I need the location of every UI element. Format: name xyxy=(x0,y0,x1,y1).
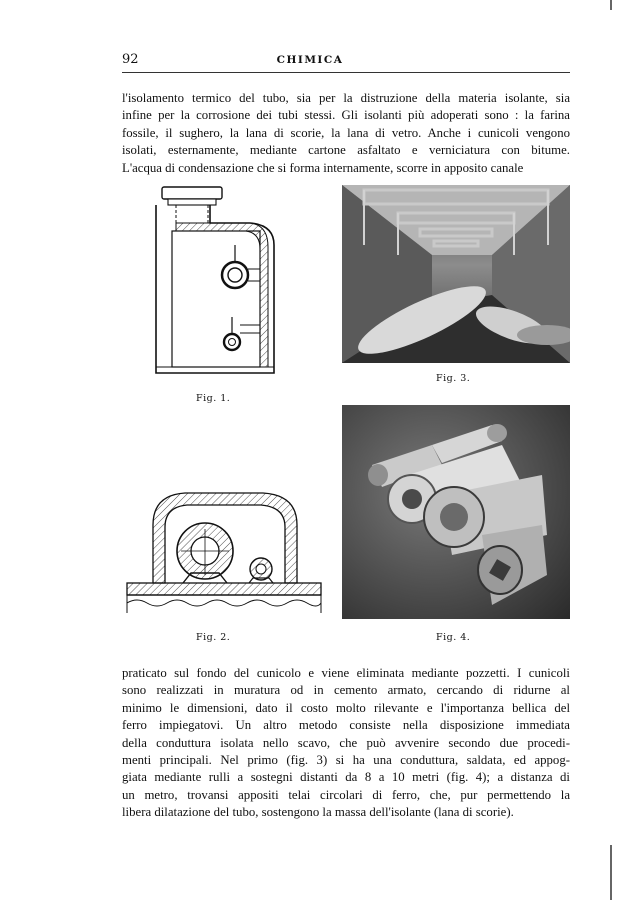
fig4-photo xyxy=(342,405,570,619)
scan-mark xyxy=(610,845,612,900)
fig2-caption: Fig. 2. xyxy=(196,632,231,643)
fig4-caption: Fig. 4. xyxy=(436,632,471,643)
fig3-caption: Fig. 3. xyxy=(436,373,471,384)
text-line: menti principali. Nel primo (fig. 3) si ha una conduttura, saldata, ed appog- xyxy=(122,753,570,768)
text-line: giata mediante rulli a sostegni distanti da 8 a 10 metri (fig. 4); a distanza di xyxy=(122,770,570,785)
text-line: libera dilatazione del tubo, sostengono la massa dell'isolante (lana di scorie). xyxy=(122,805,514,820)
text-line: della conduttura isolata nello scavo, che può avvenire secondo due procedi- xyxy=(122,735,570,750)
text-line: minimo le dimensioni, dato il costo molto rilevante e l'importanza bellica del xyxy=(122,700,570,715)
text-line: L'acqua di condensazione che si forma internamente, scorre in apposito canale xyxy=(122,160,524,175)
text-line: isolati, esternamente, mediante cartone asfaltato e verniciatura con bitume. xyxy=(122,143,570,158)
text-line: sono realizzati in muratura od in cemento armato, cercando di ridurne al xyxy=(122,683,570,698)
fig2-drawing xyxy=(125,485,323,620)
header-rule xyxy=(122,72,570,73)
fig3-photo-rendering xyxy=(342,185,570,363)
text-line: praticato sul fondo del cunicolo e viene eliminata mediante pozzetti. I cunicoli xyxy=(122,666,570,680)
running-head: CHIMICA xyxy=(276,54,344,66)
page-number: 92 xyxy=(122,52,139,67)
text-line: fossile, il sughero, la lana di scorie, la lana di vetro. Anche i cunicoli vengono xyxy=(122,125,570,140)
fig1-drawing xyxy=(150,185,280,380)
fig3-photo xyxy=(342,185,570,363)
text-line: un metro, trovansi appositi telai circolari di ferro, che, pur permettendo la xyxy=(122,787,570,802)
text-line: l'isolamento termico del tubo, sia per la distruzione della materia isolante, sia xyxy=(122,91,570,105)
paragraph-top xyxy=(122,90,570,177)
fig4-photo-rendering xyxy=(342,405,570,619)
scan-mark xyxy=(610,0,612,10)
fig1-caption: Fig. 1. xyxy=(196,393,231,404)
text-line: infine per la corrosione dei tubi stessi. Gli isolanti più adoperati sono : la farina xyxy=(122,108,570,123)
text-line: ferro impiegatovi. Un altro metodo consiste nella disposizione immediata xyxy=(122,718,570,733)
paragraph-bottom xyxy=(122,665,570,822)
